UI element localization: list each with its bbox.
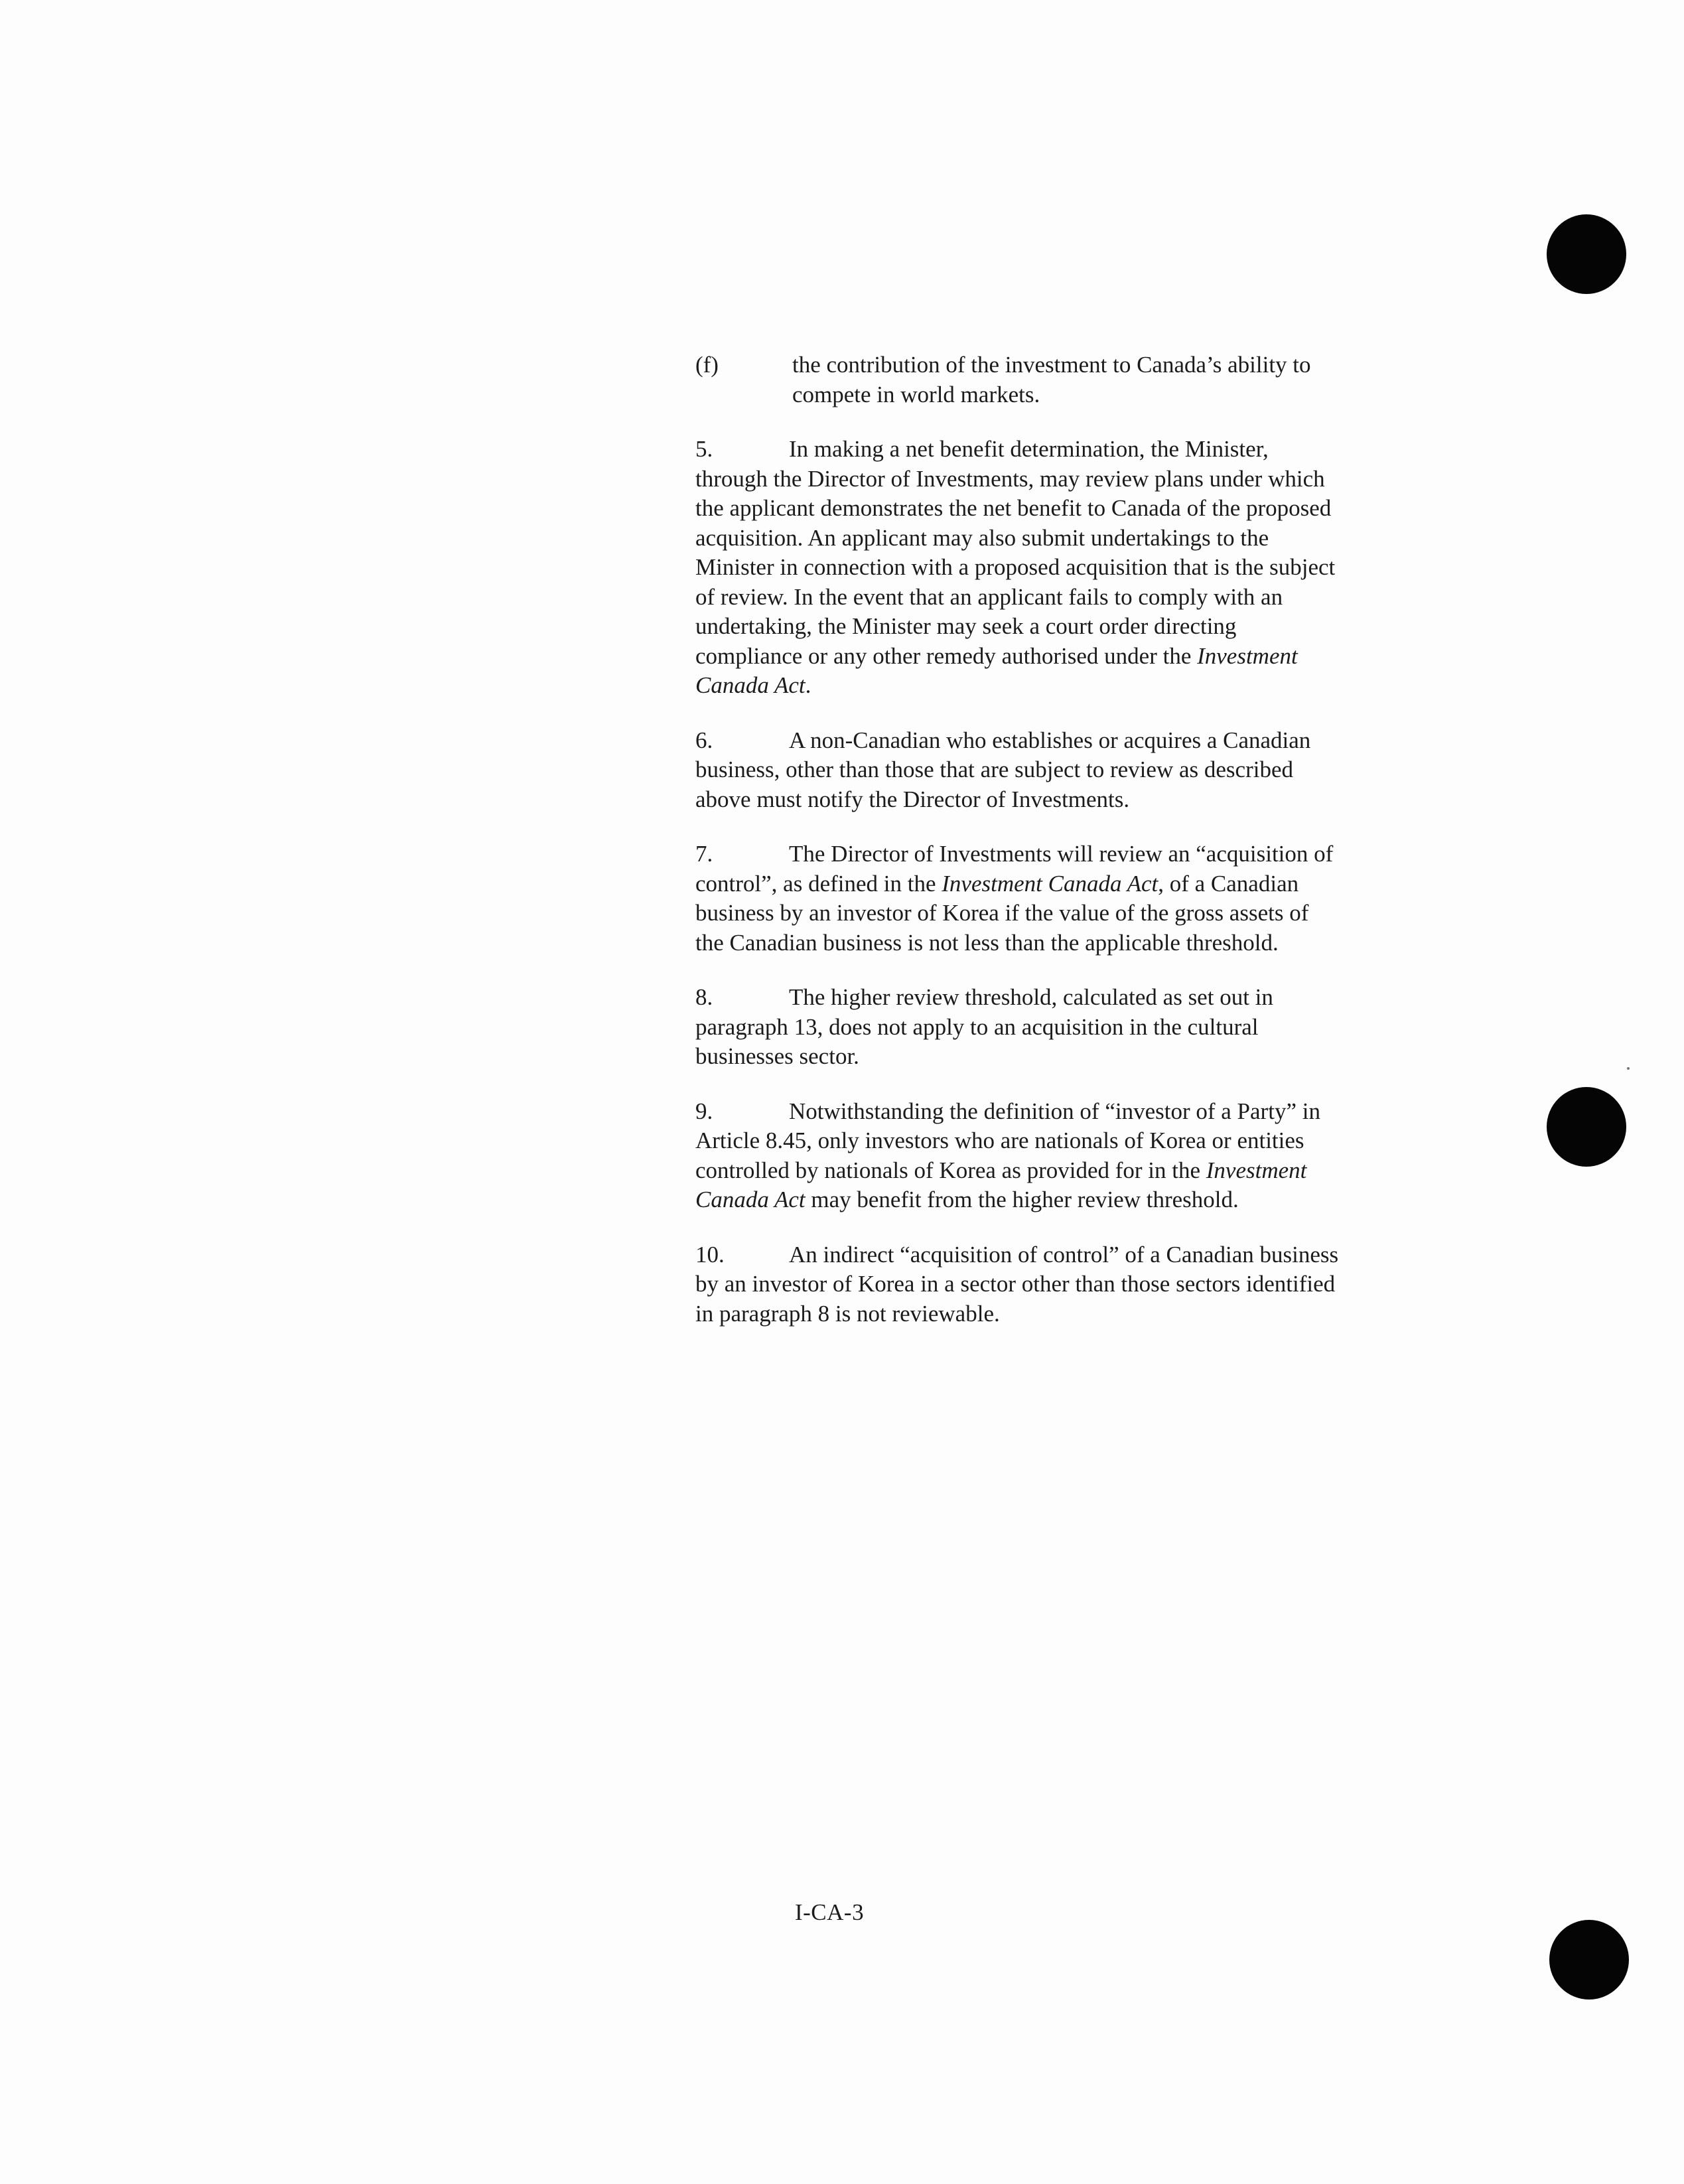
- scan-speck: [1627, 1067, 1630, 1070]
- paragraph-5-number: 5.: [695, 436, 713, 462]
- paragraph-5: [695, 435, 1339, 701]
- paragraph-7: [695, 839, 1339, 958]
- paragraph-9-act-name: Investment Canada Act: [695, 1157, 1307, 1212]
- paragraph-8-number: 8.: [695, 984, 713, 1010]
- paragraph-10-text: An indirect “acquisition of control” of a Canadian business by an investor of Korea in a sector other than those sectors identified in paragraph 8 is not reviewable.: [695, 1241, 1339, 1327]
- punch-hole-top: [1547, 214, 1626, 294]
- paragraph-9-text-a: Notwithstanding the definition of “investor of a Party” in Article 8.45, only investors who are nationals of Korea or entities controlled by nationals of Korea as provided for in the: [695, 1098, 1320, 1183]
- paragraph-5-act-name: Investment Canada Act: [695, 642, 1298, 698]
- document-body: [695, 350, 1339, 1354]
- paragraph-6: [695, 726, 1339, 815]
- paragraph-5-tail: .: [805, 672, 811, 698]
- paragraph-7-text-b: , of a Canadian business by an investor of Korea if the value of the gross assets of the Canadian business is not less than the applicable threshold.: [695, 870, 1309, 956]
- paragraph-f: [695, 350, 1339, 409]
- paragraph-6-number: 6.: [695, 727, 713, 753]
- paragraph-10: [695, 1240, 1339, 1329]
- paragraph-8-text: The higher review threshold, calculated as set out in paragraph 13, does not apply to an acquisition in the cultural businesses sector.: [695, 984, 1273, 1069]
- paragraph-5-text: In making a net benefit determination, the Minister, through the Director of Investments, may review plans under which the applicant demonstrates the net benefit to Canada of the proposed acquisition. An applicant may also submit undertakings to the Minister in connection with a proposed acquisition that is the subject of review. In the event that an applicant fails to comply with an undertaking, the Minister may seek a court order directing compliance or any other remedy authorised under the: [695, 436, 1336, 669]
- paragraph-9: [695, 1097, 1339, 1215]
- paragraph-7-number: 7.: [695, 841, 713, 867]
- paragraph-6-text: A non-Canadian who establishes or acquires a Canadian business, other than those that are subject to review as described above must notify the Director of Investments.: [695, 727, 1311, 812]
- paragraph-f-label: (f): [695, 352, 719, 378]
- paragraph-8: [695, 983, 1339, 1072]
- paragraph-9-text-b: may benefit from the higher review threshold.: [805, 1187, 1239, 1212]
- punch-hole-bottom: [1549, 1920, 1629, 2000]
- paragraph-7-act-name: Investment Canada Act: [942, 870, 1158, 897]
- paragraph-f-text: the contribution of the investment to Canada’s ability to compete in world markets.: [792, 352, 1311, 407]
- punch-hole-middle: [1547, 1087, 1626, 1167]
- paragraph-7-text-a: The Director of Investments will review an “acquisition of control”, as defined in the: [695, 841, 1334, 897]
- paragraph-9-number: 9.: [695, 1098, 713, 1124]
- page-number: I-CA-3: [795, 1899, 865, 1925]
- paragraph-10-number: 10.: [695, 1241, 725, 1268]
